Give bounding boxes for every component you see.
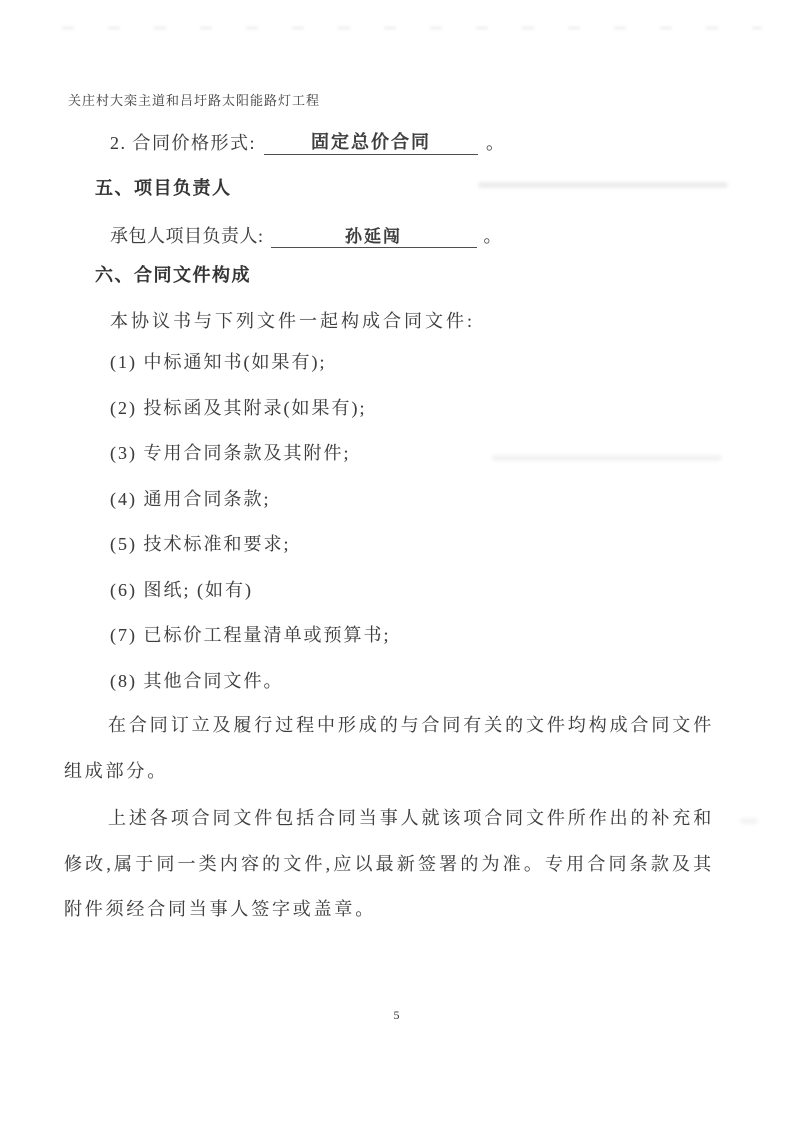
- project-manager-value: 孙延闯: [345, 227, 403, 246]
- price-form-blank: [264, 128, 478, 155]
- list-item: (7) 已标价工程量清单或预算书;: [110, 625, 391, 645]
- project-name-header: 关庄村大栾主道和吕圩路太阳能路灯工程: [68, 93, 321, 108]
- page-number: 5: [393, 1008, 400, 1022]
- scan-artifact: [62, 26, 762, 30]
- contract-documents-intro: 本协议书与下列文件一起构成合同文件:: [110, 311, 475, 331]
- list-item: (2) 投标函及其附录(如果有);: [110, 397, 367, 418]
- paragraph-contract-file-composition: 在合同订立及履行过程中形成的与合同有关的文件均构成合同文件组成部分。: [64, 715, 714, 781]
- section-heading-project-manager: 五、项目负责人: [95, 178, 232, 198]
- scan-artifact: [740, 818, 758, 824]
- list-item: (5) 技术标准和要求;: [110, 534, 291, 554]
- list-item: (6) 图纸; (如有): [110, 579, 253, 600]
- scan-artifact: [478, 182, 728, 188]
- list-item: (8) 其他合同文件。: [110, 670, 284, 691]
- period-mark: 。: [486, 133, 506, 153]
- price-form-value: 固定总价合同: [311, 132, 432, 152]
- price-form-label: 2. 合同价格形式:: [110, 133, 257, 153]
- contract-documents-list: [110, 340, 391, 704]
- period-mark: 。: [483, 226, 503, 246]
- list-item: (1) 中标通知书(如果有);: [110, 352, 327, 372]
- contract-price-form-clause: [110, 128, 506, 155]
- section-heading-contract-documents: 六、合同文件构成: [95, 265, 251, 285]
- project-manager-label: 承包人项目负责人:: [110, 226, 264, 246]
- list-item: (4) 通用合同条款;: [110, 488, 271, 509]
- project-manager-clause: [110, 222, 502, 248]
- list-item: (3) 专用合同条款及其附件;: [110, 443, 351, 463]
- scan-artifact: [492, 455, 722, 461]
- project-manager-blank: [271, 222, 477, 248]
- paragraph-supplement-and-amendment: 上述各项合同文件包括合同当事人就该项合同文件所作出的补充和修改,属于同一类内容的文件,应以最新签署的为准。专用合同条款及其附件须经合同当事人签字或盖章。: [64, 808, 714, 920]
